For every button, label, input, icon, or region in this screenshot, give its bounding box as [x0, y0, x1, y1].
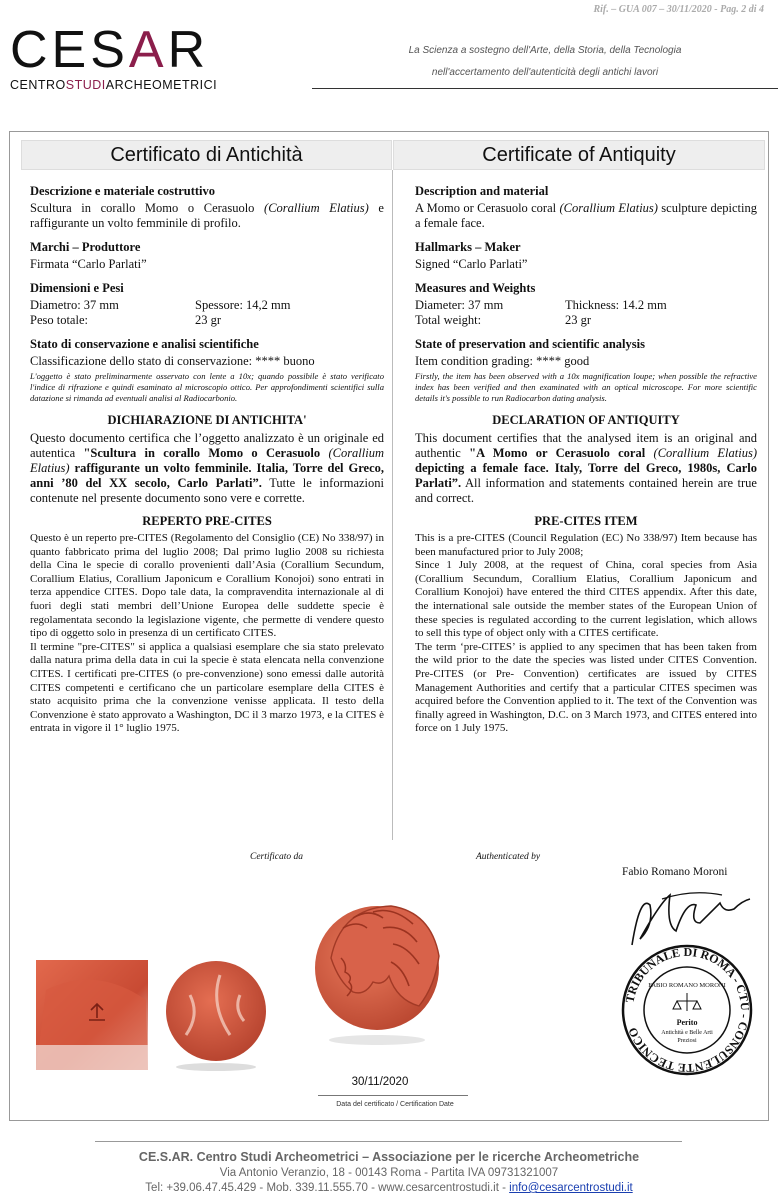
certificate-date: 30/11/2020 [351, 1076, 409, 1088]
pre-cites-heading: REPERTO PRE-CITES [142, 514, 272, 528]
description-text: Scultura in corallo Momo o Cerasuolo (Corallium Elatius) e raffigurante un volto femminile di profilo. [30, 201, 384, 230]
section-heading: Stato di conservazione e analisi scientifiche [30, 337, 259, 351]
pre-cites-heading: PRE-CITES ITEM [534, 514, 638, 528]
logo-subtitle: CENTROSTUDIARCHEOMETRICI [10, 78, 218, 92]
english-column [415, 184, 757, 736]
stamp-ring-text: TRIBUNALE DI ROMA - CTU - CONSULENTE TECNICO [622, 944, 753, 1076]
title-italian: Certificato di Antichità [21, 140, 392, 170]
declaration-heading: DICHIARAZIONE DI ANTICHITA' [107, 413, 307, 427]
pre-cites-paragraph: The term ‘pre-CITES’ is applied to any specimen that has been taken from the wild prior to the date the species was listed under CITES Convention. Pre-CITES (or Pre- Convention) certificates are issued by CITES Management Authorities and certify that a particular CITES specimen was acquired before the Convention applied to it. The text of the Convention was finally agreed in Washington, D.C. on 3 March 1973, and CITES entered into force on 1 July 1975. [415, 640, 757, 735]
dimensions-grid: Diameter: 37 mm Thickness: 14.2 mm Total weight: 23 gr [415, 298, 667, 327]
expert-stamp [617, 943, 757, 1078]
logo-wordmark: CESAR [10, 21, 210, 79]
email-link[interactable]: info@cesarcentrostudi.it [509, 1182, 633, 1194]
marks-text: Signed “Carlo Parlati” [415, 257, 528, 271]
header-rule [312, 88, 778, 89]
certificate-date-label: Data del certificato / Certification Date [336, 1101, 454, 1108]
coral-back-detail-photo [36, 960, 148, 1070]
pre-cites-paragraph: This is a pre-CITES (Council Regulation (EC) No 338/97) Item because has been manufactured prior to July 2008; [415, 532, 757, 558]
state-note: L'oggetto è stato preliminarmente osservato con lente a 10x; quando possibile è stato verificato l'indice di rifrazione e quindi esaminato al microscopio ottico. Per approfondimenti scientifici sulla datazione si rimanda ad eventuali analisi al Radiocarbonio. [30, 371, 384, 403]
footer-contacts: Tel: +39.06.47.45.429 - Mob. 339.11.555.70 - www.cesarcentrostudi.it - info@cesarcentrostudi.it [145, 1182, 633, 1194]
state-grade: Classificazione dello stato di conservazione: **** buono [30, 354, 315, 368]
state-note: Firstly, the item has been observed with a 10x magnification loupe; when possible the refractive index has been verified and then examinated with an optical microscope. For more scientific details it's possible to run Radiocarbon dating analysis. [415, 371, 757, 403]
footer-address: Via Antonio Veranzio, 18 - 00143 Roma - Partita IVA 09731321007 [219, 1167, 559, 1179]
declaration-text: Questo documento certifica che l’oggetto analizzato è un originale ed autentica "Scultura in corallo Momo o Cerasuolo (Corallium Elatius) raffigurante un volto femminile. Italia, Torre del Greco, anni ’80 del XX secolo, Carlo Parlati”. Tutte le informazioni contenute nel presente documento sono vere e corrette. [30, 431, 384, 505]
authenticated-by-label: Authenticated by [476, 852, 541, 862]
section-heading: State of preservation and scientific analysis [415, 337, 645, 351]
coral-cameo-photo [313, 888, 445, 1058]
stamp-sub-2: Preziosi [677, 1038, 697, 1044]
description-text: A Momo or Cerasuolo coral (Corallium Elatius) sculpture depicting a female face. [415, 201, 757, 230]
scales-icon [673, 993, 701, 1011]
footer-organization: CE.S.AR. Centro Studi Archeometrici – Associazione per le ricerche Archeometriche [138, 1150, 640, 1164]
coral-back-photo [160, 955, 275, 1075]
section-heading: Description and material [415, 184, 549, 198]
dimensions-grid: Diametro: 37 mm Spessore: 14,2 mm Peso totale: 23 gr [30, 298, 291, 327]
signer-name: Fabio Romano Moroni [622, 866, 728, 878]
italian-column [30, 184, 384, 736]
declaration-text: This document certifies that the analysed item is an original and authentic "A Momo or Cerasuolo coral (Corallium Elatius) depicting a female face. Italy, Torre del Greco, 1980s, Carlo Parlati”. All information and statements contained herein are true and correct. [415, 431, 757, 505]
pre-cites-paragraph: Il termine "pre-CITES" si applica a qualsiasi esemplare che sia stato prelevato dalla natura prima della data in cui la specie è stata elencata nella convenzione CITES. I certificati pre-CITES (o pre-convenzione) sono emessi dalle autorità CITES competenti e certificano che un particolare esemplare della CITES è stato acquisito prima che la convenzione venisse applicata. Il testo della Convenzione è stato approvato a Washington, DC il 3 marzo 1973, e la CITES è entrata in vigore il 1° luglio 1975. [30, 640, 384, 735]
stamp-sub-1: Antichità e Belle Arti [661, 1030, 713, 1036]
description-section [30, 184, 384, 231]
state-section [415, 337, 757, 404]
dimensions-section [30, 281, 384, 328]
footer-rule [95, 1141, 682, 1142]
dimensions-section [415, 281, 757, 328]
pre-cites-paragraph: Questo è un reperto pre-CITES (Regolamento del Consiglio (CE) No 338/97) in quanto fabbricato prima del luglio 2008; Dal primo luglio 2008 su richiesta della Cina le specie di corallo provenienti dall’Asia (Corallium Secundum, Corallium Elatius, Corallium Japonicum e Corallium Konojoi) sono entrati in terza appendice CITES. Dopo tale data, la compravendita internazionale al di fuori degli stati membri dell’Unione Europea delle suddette specie è regolamentata secondo la legislazione vigente, che permette di vendere questo tipo di oggetto solo in presenza di un certificato CITES. [30, 532, 384, 640]
stamp-name: FABIO ROMANO MORONI [648, 982, 726, 989]
tagline-line-2: nell'accertamento dell'autenticità degli antichi lavori [431, 67, 659, 78]
column-divider [392, 170, 393, 840]
stamp-title: Perito [676, 1018, 698, 1027]
section-heading: Marchi – Produttore [30, 240, 141, 254]
title-english: Certificate of Antiquity [393, 140, 765, 170]
certified-by-label: Certificato da [250, 852, 304, 862]
tagline-line-1: La Scienza a sostegno dell'Arte, della Storia, della Tecnologia [408, 45, 682, 56]
date-rule [318, 1095, 468, 1096]
reference-number: Rif. – GUA 007 – 30/11/2020 - Pag. 2 di 4 [593, 4, 764, 15]
section-heading: Descrizione e materiale costruttivo [30, 184, 215, 198]
state-section [30, 337, 384, 404]
marks-section [30, 240, 384, 272]
section-heading: Hallmarks – Maker [415, 240, 521, 254]
marks-section [415, 240, 757, 272]
section-heading: Dimensioni e Pesi [30, 281, 124, 295]
declaration-heading: DECLARATION OF ANTIQUITY [492, 413, 680, 427]
section-heading: Measures and Weights [415, 281, 536, 295]
description-section [415, 184, 757, 231]
pre-cites-paragraph: Since 1 July 2008, at the request of China, coral species from Asia (Corallium Secundum, Corallium Elatius, Corallium Japonicum and Corallium Konojoi) have entered the third CITES appendix. After this date, the international sale outside the member states of the European Union of these species is regulated according to the current legislation, which allows to sell this type of object only with a CITES certificate. [415, 559, 757, 640]
marks-text: Firmata “Carlo Parlati” [30, 257, 147, 271]
cesar-logo [10, 21, 285, 92]
state-grade: Item condition grading: **** good [415, 354, 590, 368]
